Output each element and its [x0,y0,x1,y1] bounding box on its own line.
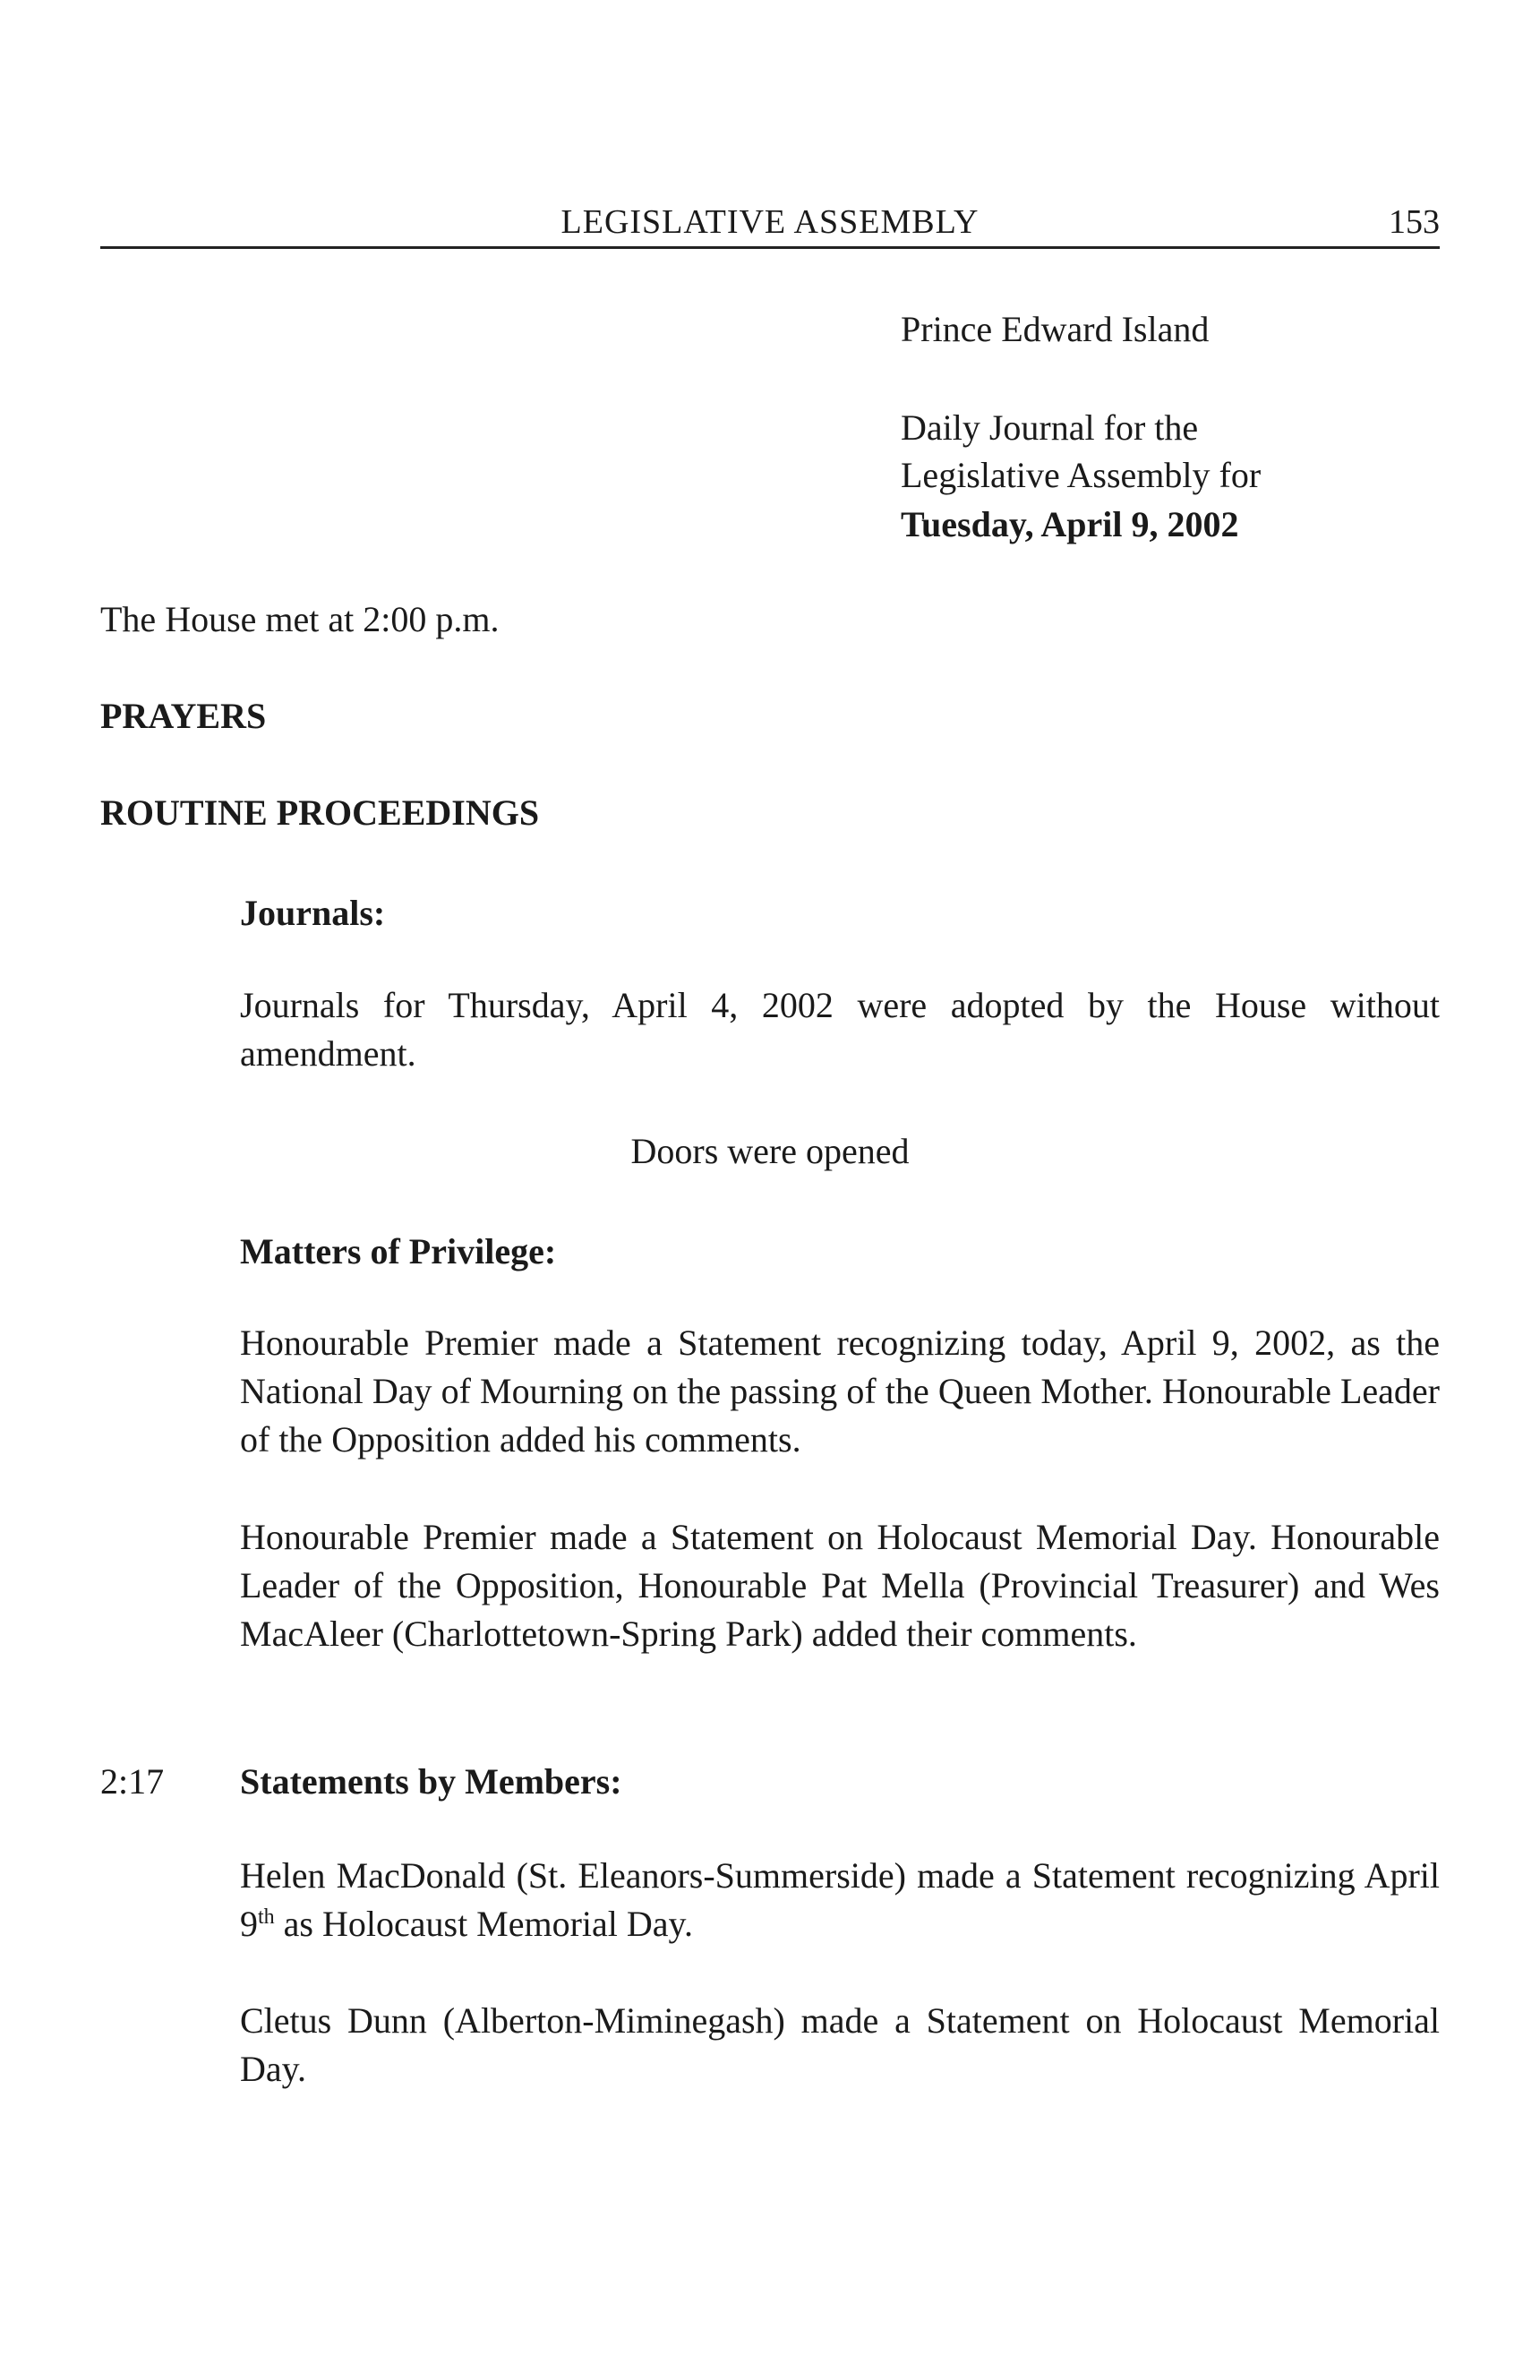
privilege-paragraph-2: Honourable Premier made a Statement on Holocaust Memorial Day. Honourable Leader of the Opposition, Honourable Pat Mella (Provincial Treasurer) and Wes MacAleer (Charlottetown-Spring Park) added their comments. [240,1517,1440,1654]
members-paragraph-1-end: as Holocaust Memorial Day. [274,1904,693,1944]
masthead-province: Prince Edward Island [901,309,1210,349]
privilege-heading: Matters of Privilege: [240,1231,557,1271]
journals-heading: Journals: [240,893,386,933]
statements-by-members-heading: Statements by Members: [240,1761,622,1802]
members-paragraph-1 [240,1852,1440,1948]
ordinal-suffix: th [258,1905,275,1929]
time-stamp: 2:17 [100,1761,165,1802]
running-header-title: LEGISLATIVE ASSEMBLY [560,203,980,241]
members-paragraph-1-main: Helen MacDonald (St. Eleanors-Summerside) made a Statement recognizing April 9 [240,1855,1440,1944]
doors-opened: Doors were opened [630,1131,910,1171]
members-paragraph-2: Cletus Dunn (Alberton-Miminegash) made a Statement on Holocaust Memorial Day. [240,2000,1440,2089]
masthead-line1: Daily Journal for the [901,407,1199,448]
routine-proceedings-heading: ROUTINE PROCEEDINGS [100,792,540,833]
masthead-line2: Legislative Assembly for [901,455,1262,495]
header-rule [100,246,1440,249]
journals-text: Journals for Thursday, April 4, 2002 were adopted by the House without amendment. [240,985,1440,1074]
prayers-heading: PRAYERS [100,696,267,736]
page-number: 153 [1389,203,1440,241]
privilege-paragraph-1: Honourable Premier made a Statement recognizing today, April 9, 2002, as the National Day of Mourning on the passing of the Queen Mother. Honourable Leader of the Opposition added his comments. [240,1323,1440,1460]
masthead-date: Tuesday, April 9, 2002 [901,504,1239,544]
opening-time: The House met at 2:00 p.m. [100,599,500,639]
